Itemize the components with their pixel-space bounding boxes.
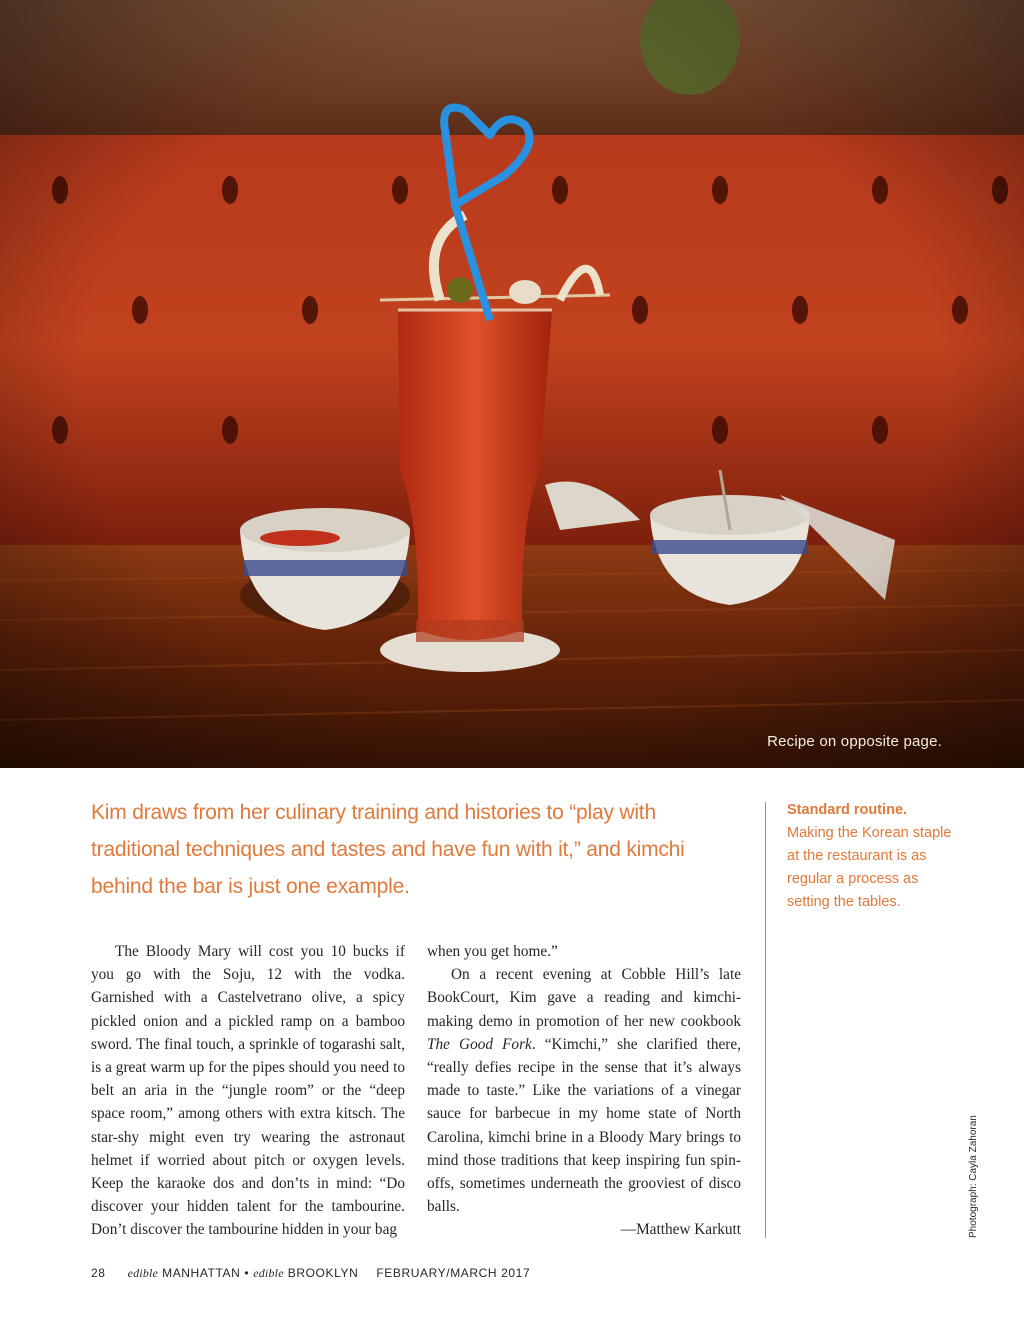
- pull-quote: Kim draws from her culinary training and histories to “play with traditional techniques and tastes and have fun with it,” and kimchi behind the bar is just one example.: [91, 801, 685, 898]
- sidebar-caption: [787, 799, 962, 914]
- article-column-1: [91, 940, 405, 1242]
- sidebar-text: Making the Korean staple at the restaurant is as regular a process as setting the tables.: [787, 825, 952, 910]
- article-paragraph: The Bloody Mary will cost you 10 bucks if you go with the Soju, 12 with the vodka. Garnished with a Castelvetrano olive, a spicy pickled onion and a pickled ramp on a bamboo sword. The final touch, a sprinkle of togarashi salt, is a great warm up for the pipes should you need to belt an aria in the “jungle room” or the “deep space room,” among others with extra kitsch. The star-shy might even try wearing the astronaut helmet if worried about pitch or oxygen levels. Keep the karaoke dos and don’ts in mind: “Do discover your hidden talent for the tambourine. Don’t discover the tambourine hidden in your bag: [91, 943, 405, 1239]
- edible-logo-text: edible: [253, 1266, 284, 1280]
- sidebar-heading: Standard routine.: [787, 802, 908, 818]
- sidebar-divider: [765, 802, 766, 1238]
- photo-credit: Photograph: Cayla Zahoran: [968, 1115, 979, 1238]
- edible-logo-text: edible: [127, 1266, 159, 1280]
- paragraph-text: . “Kimchi,” she clarified there, “really defies recipe in the sense that it’s always made to taste.” Like the variations of a vinegar sauce for barbecue in my home state of North Carolina, kimchi brine in a Bloody Mary brings to mind those traditions that keep inspiring fun spin-offs, sometimes underneath the grooviest of disco balls.: [427, 1035, 741, 1216]
- article-paragraph: when you get home.”: [427, 943, 558, 960]
- author-signature: —Matthew Karkutt: [620, 1221, 741, 1239]
- page-footer: [91, 1266, 534, 1281]
- photo-caption: Recipe on opposite page.: [767, 733, 942, 750]
- issue-date: FEBRUARY/MARCH 2017: [376, 1266, 531, 1280]
- manhattan-label: MANHATTAN: [162, 1266, 241, 1280]
- book-title: The Good Fork: [427, 1035, 532, 1053]
- paragraph-text: On a recent evening at Cobble Hill’s late BookCourt, Kim gave a reading and kimchi-making demo in promotion of her new cookbook: [427, 966, 741, 1030]
- brooklyn-label: BROOKLYN: [287, 1266, 359, 1280]
- article-paragraph: [427, 963, 741, 1218]
- bullet-separator: •: [244, 1266, 250, 1280]
- page-number: 28: [91, 1266, 106, 1280]
- article-column-2: [427, 940, 741, 1242]
